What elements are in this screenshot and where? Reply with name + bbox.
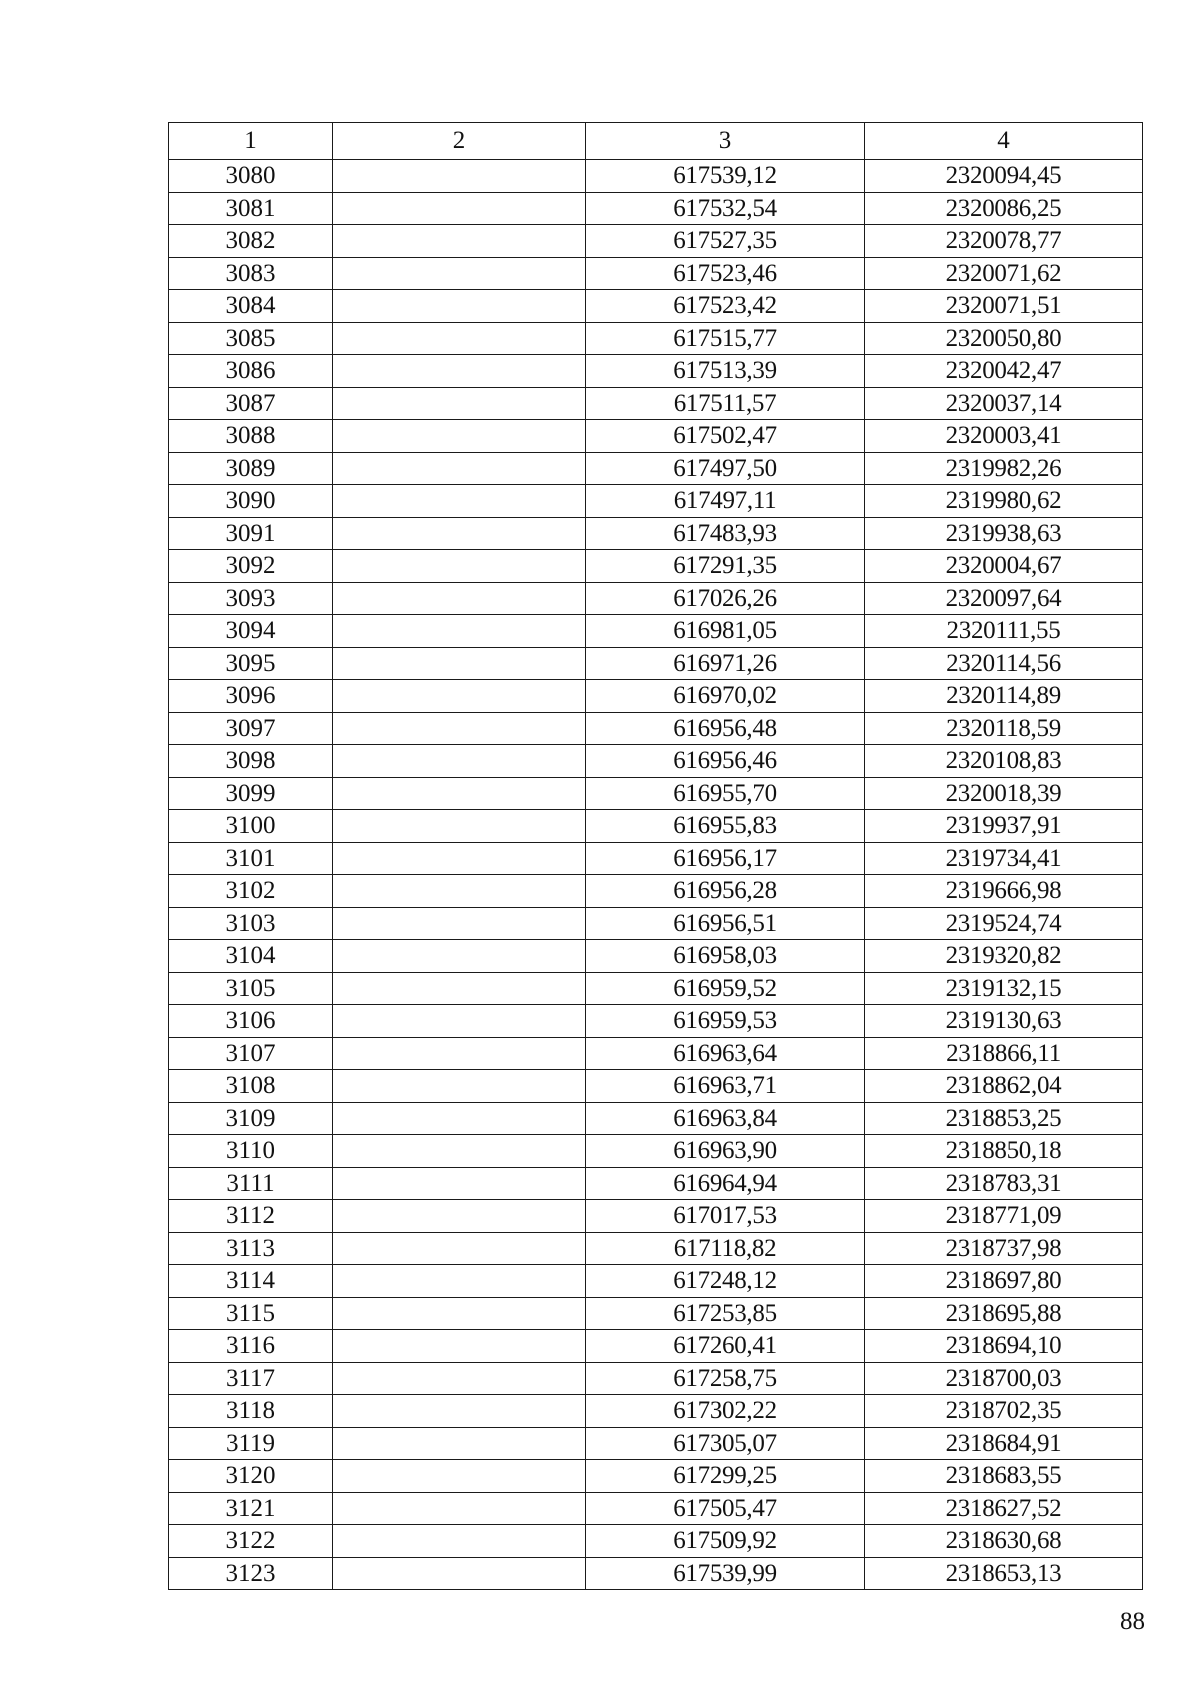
table-row [169,485,1143,518]
coordinate-x-cell: 617523,46 [586,257,865,290]
point-number-cell: 3081 [169,192,333,225]
point-number-cell: 3094 [169,615,333,648]
table-row [169,940,1143,973]
coordinate-y-cell: 2320042,47 [865,355,1143,388]
coordinate-y-cell: 2319937,91 [865,810,1143,843]
point-number-cell: 3093 [169,582,333,615]
coordinate-y-cell: 2318683,55 [865,1460,1143,1493]
empty-cell [333,387,586,420]
coordinate-y-cell: 2318653,13 [865,1557,1143,1590]
coordinate-x-cell: 617532,54 [586,192,865,225]
point-number-cell: 3088 [169,420,333,453]
point-number-cell: 3083 [169,257,333,290]
empty-cell [333,1395,586,1428]
coordinate-y-cell: 2319982,26 [865,452,1143,485]
header-row [169,123,1143,160]
coordinate-x-cell: 616955,70 [586,777,865,810]
coordinate-x-cell: 617527,35 [586,225,865,258]
coordinate-x-cell: 616964,94 [586,1167,865,1200]
column-header-3: 3 [586,123,865,160]
coordinate-x-cell: 617248,12 [586,1265,865,1298]
table-row [169,647,1143,680]
table-row [169,1297,1143,1330]
empty-cell [333,452,586,485]
coordinate-x-cell: 616956,51 [586,907,865,940]
point-number-cell: 3099 [169,777,333,810]
point-number-cell: 3105 [169,972,333,1005]
coordinate-y-cell: 2318737,98 [865,1232,1143,1265]
coordinate-x-cell: 617253,85 [586,1297,865,1330]
table-row [169,712,1143,745]
empty-cell [333,907,586,940]
empty-cell [333,1427,586,1460]
table-row [169,1005,1143,1038]
coordinate-x-cell: 616963,64 [586,1037,865,1070]
coordinate-y-cell: 2319666,98 [865,875,1143,908]
coordinate-x-cell: 616970,02 [586,680,865,713]
table-row [169,192,1143,225]
empty-cell [333,1037,586,1070]
table-row [169,1557,1143,1590]
table-row [169,745,1143,778]
coordinate-x-cell: 617118,82 [586,1232,865,1265]
point-number-cell: 3119 [169,1427,333,1460]
point-number-cell: 3117 [169,1362,333,1395]
empty-cell [333,1265,586,1298]
coordinate-x-cell: 616956,46 [586,745,865,778]
point-number-cell: 3100 [169,810,333,843]
empty-cell [333,1200,586,1233]
point-number-cell: 3103 [169,907,333,940]
coordinate-x-cell: 617258,75 [586,1362,865,1395]
column-header-1: 1 [169,123,333,160]
coordinate-x-cell: 617299,25 [586,1460,865,1493]
table-row [169,1037,1143,1070]
coordinate-y-cell: 2319130,63 [865,1005,1143,1038]
empty-cell [333,1330,586,1363]
coordinate-y-cell: 2320018,39 [865,777,1143,810]
coordinate-y-cell: 2320078,77 [865,225,1143,258]
point-number-cell: 3102 [169,875,333,908]
table-row [169,1070,1143,1103]
empty-cell [333,777,586,810]
point-number-cell: 3121 [169,1492,333,1525]
point-number-cell: 3114 [169,1265,333,1298]
coordinate-y-cell: 2320071,62 [865,257,1143,290]
coordinate-y-cell: 2318630,68 [865,1525,1143,1558]
point-number-cell: 3115 [169,1297,333,1330]
point-number-cell: 3113 [169,1232,333,1265]
coordinate-x-cell: 617026,26 [586,582,865,615]
table-row [169,517,1143,550]
point-number-cell: 3080 [169,160,333,193]
empty-cell [333,647,586,680]
point-number-cell: 3116 [169,1330,333,1363]
point-number-cell: 3111 [169,1167,333,1200]
table-row [169,1102,1143,1135]
coordinate-y-cell: 2319320,82 [865,940,1143,973]
empty-cell [333,322,586,355]
empty-cell [333,257,586,290]
empty-cell [333,1460,586,1493]
point-number-cell: 3086 [169,355,333,388]
empty-cell [333,225,586,258]
table-row [169,160,1143,193]
coordinate-x-cell: 617505,47 [586,1492,865,1525]
table-row [169,842,1143,875]
empty-cell [333,290,586,323]
table-row [169,1167,1143,1200]
coordinate-x-cell: 616971,26 [586,647,865,680]
coordinate-y-cell: 2318694,10 [865,1330,1143,1363]
column-header-2: 2 [333,123,586,160]
coordinate-x-cell: 616955,83 [586,810,865,843]
table-row [169,1362,1143,1395]
empty-cell [333,745,586,778]
empty-cell [333,1070,586,1103]
empty-cell [333,160,586,193]
empty-cell [333,1297,586,1330]
point-number-cell: 3101 [169,842,333,875]
coordinate-x-cell: 617511,57 [586,387,865,420]
coordinate-x-cell: 617513,39 [586,355,865,388]
empty-cell [333,1557,586,1590]
table-row [169,1427,1143,1460]
table-header [169,123,1143,160]
coordinate-y-cell: 2320111,55 [865,615,1143,648]
table-row [169,615,1143,648]
point-number-cell: 3085 [169,322,333,355]
coordinate-y-cell: 2318702,35 [865,1395,1143,1428]
coordinate-x-cell: 617515,77 [586,322,865,355]
empty-cell [333,1167,586,1200]
coordinate-x-cell: 617483,93 [586,517,865,550]
page-number: 88 [1120,1608,1145,1635]
table-row [169,680,1143,713]
coordinate-x-cell: 617502,47 [586,420,865,453]
coordinate-x-cell: 617017,53 [586,1200,865,1233]
coordinate-x-cell: 616958,03 [586,940,865,973]
point-number-cell: 3095 [169,647,333,680]
point-number-cell: 3098 [169,745,333,778]
coordinate-y-cell: 2318862,04 [865,1070,1143,1103]
empty-cell [333,680,586,713]
table-row [169,1330,1143,1363]
empty-cell [333,875,586,908]
coordinate-x-cell: 617291,35 [586,550,865,583]
coordinate-x-cell: 617302,22 [586,1395,865,1428]
table-row [169,257,1143,290]
coordinate-x-cell: 617539,99 [586,1557,865,1590]
coordinate-y-cell: 2318853,25 [865,1102,1143,1135]
coordinate-x-cell: 617509,92 [586,1525,865,1558]
empty-cell [333,1492,586,1525]
coordinate-x-cell: 616956,28 [586,875,865,908]
point-number-cell: 3109 [169,1102,333,1135]
coordinate-y-cell: 2318697,80 [865,1265,1143,1298]
coordinate-x-cell: 616963,84 [586,1102,865,1135]
table-body [169,160,1143,1590]
coordinate-y-cell: 2320114,89 [865,680,1143,713]
point-number-cell: 3092 [169,550,333,583]
coordinate-y-cell: 2319938,63 [865,517,1143,550]
coordinate-y-cell: 2318700,03 [865,1362,1143,1395]
table-row [169,225,1143,258]
point-number-cell: 3106 [169,1005,333,1038]
table-row [169,550,1143,583]
point-number-cell: 3089 [169,452,333,485]
coordinate-x-cell: 616956,17 [586,842,865,875]
table-row [169,1460,1143,1493]
table-row [169,387,1143,420]
coordinates-table [168,122,1143,1590]
point-number-cell: 3087 [169,387,333,420]
empty-cell [333,1362,586,1395]
coordinate-y-cell: 2320004,67 [865,550,1143,583]
empty-cell [333,192,586,225]
empty-cell [333,582,586,615]
coordinate-x-cell: 617539,12 [586,160,865,193]
empty-cell [333,615,586,648]
empty-cell [333,1102,586,1135]
coordinate-x-cell: 616959,53 [586,1005,865,1038]
empty-cell [333,485,586,518]
point-number-cell: 3118 [169,1395,333,1428]
coordinate-x-cell: 616981,05 [586,615,865,648]
coordinate-y-cell: 2320071,51 [865,290,1143,323]
coordinate-y-cell: 2318866,11 [865,1037,1143,1070]
table-row [169,1232,1143,1265]
empty-cell [333,1005,586,1038]
table-row [169,972,1143,1005]
empty-cell [333,1525,586,1558]
coordinate-x-cell: 617523,42 [586,290,865,323]
table-row [169,907,1143,940]
table-row [169,322,1143,355]
coordinate-y-cell: 2318627,52 [865,1492,1143,1525]
table-row [169,1395,1143,1428]
coordinate-x-cell: 617260,41 [586,1330,865,1363]
table-row [169,1492,1143,1525]
coordinate-y-cell: 2318850,18 [865,1135,1143,1168]
table-row [169,582,1143,615]
point-number-cell: 3120 [169,1460,333,1493]
coordinate-y-cell: 2319132,15 [865,972,1143,1005]
coordinate-y-cell: 2320094,45 [865,160,1143,193]
coordinate-y-cell: 2318771,09 [865,1200,1143,1233]
coordinate-y-cell: 2320037,14 [865,387,1143,420]
point-number-cell: 3084 [169,290,333,323]
table-row [169,355,1143,388]
empty-cell [333,355,586,388]
coordinate-y-cell: 2319734,41 [865,842,1143,875]
coordinate-x-cell: 616959,52 [586,972,865,1005]
coordinate-x-cell: 617305,07 [586,1427,865,1460]
coordinate-y-cell: 2320003,41 [865,420,1143,453]
empty-cell [333,550,586,583]
empty-cell [333,972,586,1005]
coordinate-y-cell: 2318783,31 [865,1167,1143,1200]
empty-cell [333,810,586,843]
point-number-cell: 3082 [169,225,333,258]
point-number-cell: 3090 [169,485,333,518]
coordinate-y-cell: 2320114,56 [865,647,1143,680]
coordinate-x-cell: 616963,90 [586,1135,865,1168]
point-number-cell: 3097 [169,712,333,745]
coordinate-y-cell: 2320108,83 [865,745,1143,778]
table-row [169,1525,1143,1558]
empty-cell [333,940,586,973]
coordinate-x-cell: 616956,48 [586,712,865,745]
empty-cell [333,517,586,550]
point-number-cell: 3104 [169,940,333,973]
coordinate-y-cell: 2318695,88 [865,1297,1143,1330]
empty-cell [333,1135,586,1168]
point-number-cell: 3110 [169,1135,333,1168]
table-row [169,452,1143,485]
coordinate-y-cell: 2320118,59 [865,712,1143,745]
coordinate-x-cell: 617497,11 [586,485,865,518]
table-row [169,875,1143,908]
table-row [169,810,1143,843]
coordinate-y-cell: 2319524,74 [865,907,1143,940]
table-row [169,777,1143,810]
table-row [169,1200,1143,1233]
point-number-cell: 3112 [169,1200,333,1233]
table-row [169,1265,1143,1298]
coordinate-y-cell: 2318684,91 [865,1427,1143,1460]
point-number-cell: 3108 [169,1070,333,1103]
point-number-cell: 3107 [169,1037,333,1070]
point-number-cell: 3123 [169,1557,333,1590]
point-number-cell: 3096 [169,680,333,713]
empty-cell [333,1232,586,1265]
empty-cell [333,842,586,875]
point-number-cell: 3122 [169,1525,333,1558]
coordinate-x-cell: 617497,50 [586,452,865,485]
table-row [169,290,1143,323]
coordinate-y-cell: 2320050,80 [865,322,1143,355]
table-row [169,1135,1143,1168]
coordinate-y-cell: 2319980,62 [865,485,1143,518]
coordinate-y-cell: 2320086,25 [865,192,1143,225]
empty-cell [333,420,586,453]
column-header-4: 4 [865,123,1143,160]
empty-cell [333,712,586,745]
coordinate-x-cell: 616963,71 [586,1070,865,1103]
table-row [169,420,1143,453]
coordinate-y-cell: 2320097,64 [865,582,1143,615]
point-number-cell: 3091 [169,517,333,550]
